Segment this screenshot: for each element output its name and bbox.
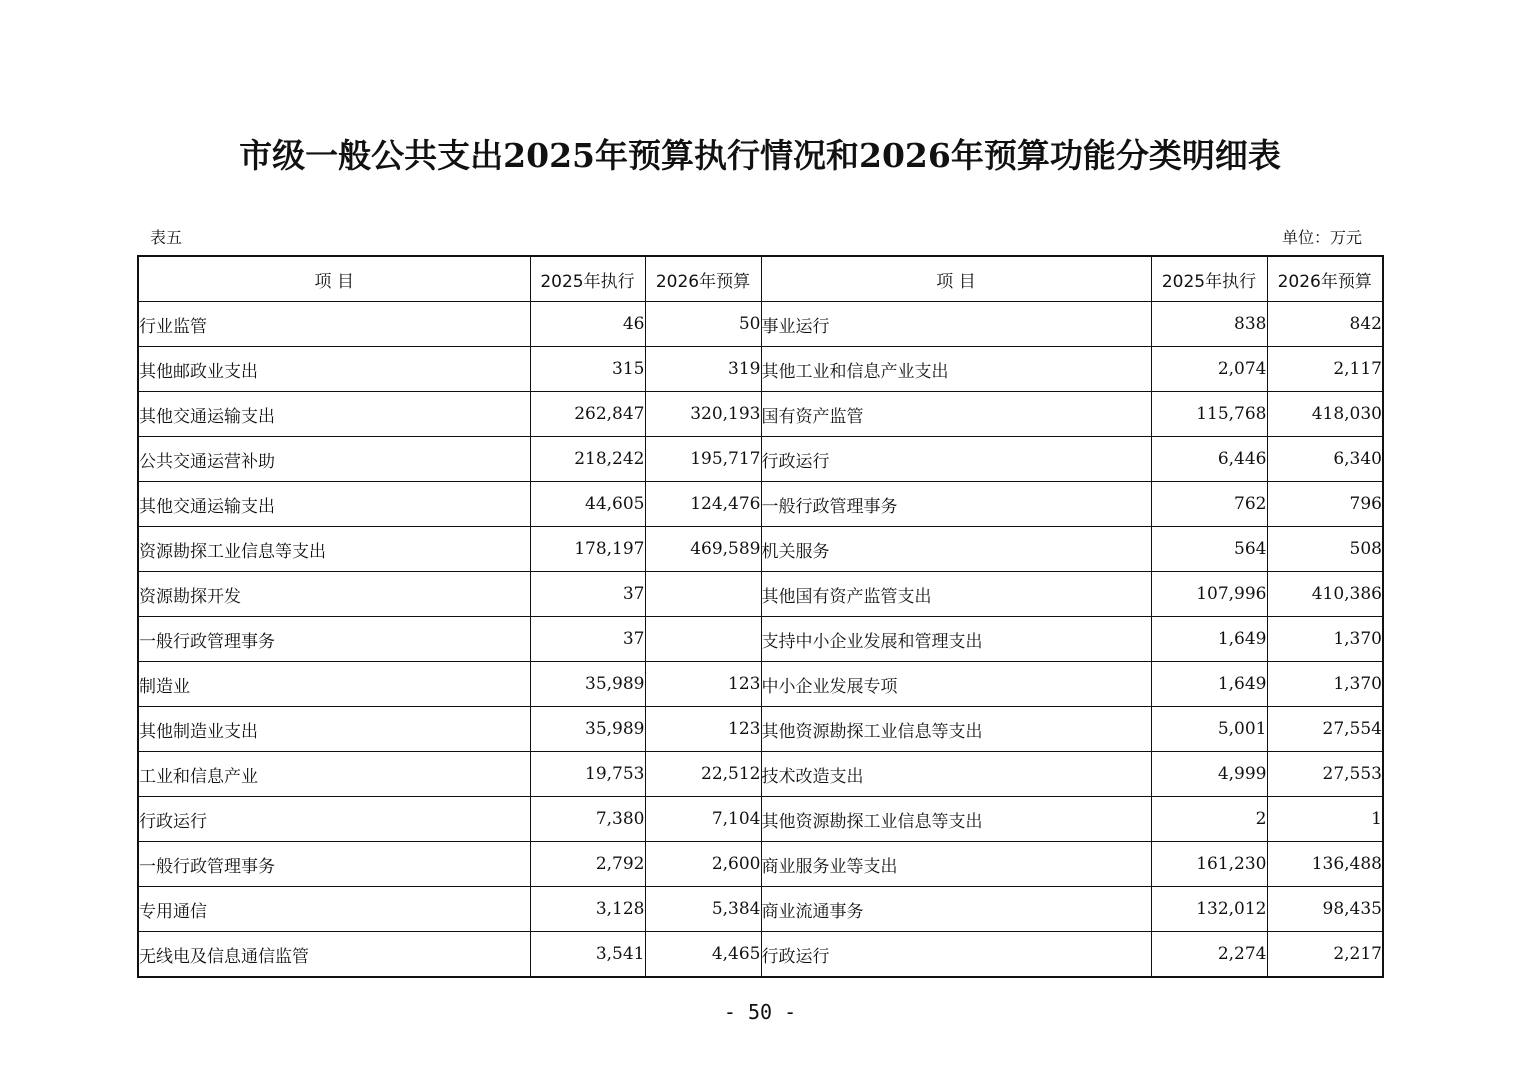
budget-value-right: 1,370 [1267, 617, 1383, 662]
item-name-left: 一般行政管理事务 [138, 842, 530, 887]
budget-value-left: 320,193 [645, 392, 761, 437]
item-name-right: 行政运行 [761, 932, 1151, 978]
exec-value-left: 178,197 [530, 527, 645, 572]
header-budget-right: 2026年预算 [1267, 256, 1383, 302]
item-name-right: 支持中小企业发展和管理支出 [761, 617, 1151, 662]
exec-value-right: 161,230 [1151, 842, 1267, 887]
exec-value-left: 37 [530, 572, 645, 617]
exec-value-left: 7,380 [530, 797, 645, 842]
table-row [138, 527, 1383, 572]
exec-value-right: 2,274 [1151, 932, 1267, 978]
item-name-right: 机关服务 [761, 527, 1151, 572]
budget-value-left: 5,384 [645, 887, 761, 932]
item-name-left: 制造业 [138, 662, 530, 707]
exec-value-right: 1,649 [1151, 617, 1267, 662]
item-name-right: 国有资产监管 [761, 392, 1151, 437]
table-number: 表五 [150, 228, 183, 247]
table-row [138, 662, 1383, 707]
header-budget-left: 2026年预算 [645, 256, 761, 302]
exec-value-left: 19,753 [530, 752, 645, 797]
budget-value-left [645, 617, 761, 662]
budget-value-right: 6,340 [1267, 437, 1383, 482]
item-name-left: 其他交通运输支出 [138, 392, 530, 437]
budget-value-right: 98,435 [1267, 887, 1383, 932]
item-name-right: 事业运行 [761, 302, 1151, 347]
budget-value-right: 796 [1267, 482, 1383, 527]
budget-value-left: 195,717 [645, 437, 761, 482]
budget-value-right: 410,386 [1267, 572, 1383, 617]
table-row [138, 392, 1383, 437]
budget-value-right: 27,553 [1267, 752, 1383, 797]
exec-value-right: 6,446 [1151, 437, 1267, 482]
table-row [138, 617, 1383, 662]
table-row [138, 932, 1383, 978]
budget-value-left: 319 [645, 347, 761, 392]
item-name-left: 一般行政管理事务 [138, 617, 530, 662]
item-name-right: 一般行政管理事务 [761, 482, 1151, 527]
budget-table [137, 255, 1384, 978]
budget-value-left: 50 [645, 302, 761, 347]
header-item-right: 项 目 [761, 256, 1151, 302]
exec-value-left: 3,128 [530, 887, 645, 932]
table-row [138, 437, 1383, 482]
item-name-left: 其他制造业支出 [138, 707, 530, 752]
budget-value-left: 123 [645, 707, 761, 752]
item-name-right: 技术改造支出 [761, 752, 1151, 797]
exec-value-right: 132,012 [1151, 887, 1267, 932]
budget-value-left: 123 [645, 662, 761, 707]
header-exec-left: 2025年执行 [530, 256, 645, 302]
exec-value-left: 35,989 [530, 707, 645, 752]
table-row [138, 707, 1383, 752]
exec-value-left: 3,541 [530, 932, 645, 978]
table-row [138, 842, 1383, 887]
exec-value-right: 115,768 [1151, 392, 1267, 437]
item-name-right: 其他国有资产监管支出 [761, 572, 1151, 617]
budget-value-left [645, 572, 761, 617]
exec-value-left: 262,847 [530, 392, 645, 437]
table-row [138, 752, 1383, 797]
budget-value-right: 2,117 [1267, 347, 1383, 392]
table-row [138, 347, 1383, 392]
exec-value-left: 315 [530, 347, 645, 392]
item-name-right: 中小企业发展专项 [761, 662, 1151, 707]
budget-value-right: 418,030 [1267, 392, 1383, 437]
item-name-left: 专用通信 [138, 887, 530, 932]
budget-value-left: 469,589 [645, 527, 761, 572]
exec-value-left: 35,989 [530, 662, 645, 707]
budget-value-right: 842 [1267, 302, 1383, 347]
item-name-left: 资源勘探开发 [138, 572, 530, 617]
budget-value-right: 508 [1267, 527, 1383, 572]
exec-value-right: 5,001 [1151, 707, 1267, 752]
item-name-left: 公共交通运营补助 [138, 437, 530, 482]
table-row [138, 482, 1383, 527]
exec-value-left: 37 [530, 617, 645, 662]
exec-value-right: 838 [1151, 302, 1267, 347]
budget-value-left: 22,512 [645, 752, 761, 797]
unit-label: 单位：万元 [1281, 228, 1362, 247]
budget-value-left: 2,600 [645, 842, 761, 887]
page-number: - 50 - [723, 1000, 797, 1024]
table-row [138, 572, 1383, 617]
exec-value-right: 107,996 [1151, 572, 1267, 617]
item-name-left: 其他邮政业支出 [138, 347, 530, 392]
item-name-right: 其他工业和信息产业支出 [761, 347, 1151, 392]
item-name-right: 商业服务业等支出 [761, 842, 1151, 887]
table-row [138, 797, 1383, 842]
exec-value-right: 2,074 [1151, 347, 1267, 392]
item-name-left: 无线电及信息通信监管 [138, 932, 530, 978]
table-header-row [138, 256, 1383, 302]
item-name-left: 资源勘探工业信息等支出 [138, 527, 530, 572]
header-exec-right: 2025年执行 [1151, 256, 1267, 302]
item-name-right: 商业流通事务 [761, 887, 1151, 932]
table-row [138, 302, 1383, 347]
exec-value-right: 1,649 [1151, 662, 1267, 707]
page-title: 市级一般公共支出2025年预算执行情况和2026年预算功能分类明细表 [239, 136, 1281, 175]
budget-value-left: 7,104 [645, 797, 761, 842]
item-name-left: 行政运行 [138, 797, 530, 842]
table-body [138, 302, 1383, 978]
budget-value-right: 1,370 [1267, 662, 1383, 707]
budget-value-left: 4,465 [645, 932, 761, 978]
table-row [138, 887, 1383, 932]
exec-value-right: 762 [1151, 482, 1267, 527]
budget-value-right: 2,217 [1267, 932, 1383, 978]
item-name-left: 行业监管 [138, 302, 530, 347]
header-item-left: 项 目 [138, 256, 530, 302]
exec-value-left: 218,242 [530, 437, 645, 482]
exec-value-right: 2 [1151, 797, 1267, 842]
item-name-left: 其他交通运输支出 [138, 482, 530, 527]
item-name-right: 其他资源勘探工业信息等支出 [761, 797, 1151, 842]
item-name-left: 工业和信息产业 [138, 752, 530, 797]
budget-value-right: 1 [1267, 797, 1383, 842]
exec-value-left: 46 [530, 302, 645, 347]
budget-value-left: 124,476 [645, 482, 761, 527]
exec-value-right: 4,999 [1151, 752, 1267, 797]
budget-value-right: 27,554 [1267, 707, 1383, 752]
exec-value-left: 2,792 [530, 842, 645, 887]
item-name-right: 行政运行 [761, 437, 1151, 482]
exec-value-right: 564 [1151, 527, 1267, 572]
exec-value-left: 44,605 [530, 482, 645, 527]
item-name-right: 其他资源勘探工业信息等支出 [761, 707, 1151, 752]
budget-value-right: 136,488 [1267, 842, 1383, 887]
